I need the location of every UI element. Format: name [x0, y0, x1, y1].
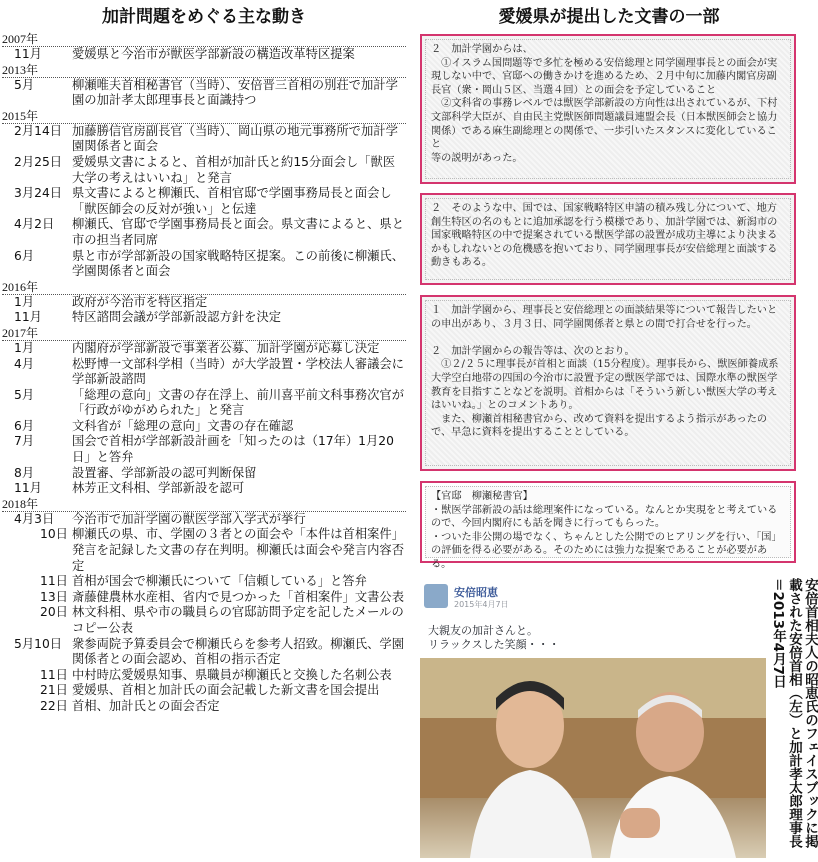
timeline-entry-date: 7月 — [14, 434, 35, 449]
timeline-entry-text: 首相が国会で柳瀬氏について「信頼している」と答弁 — [72, 574, 367, 589]
timeline-entry — [2, 590, 406, 606]
timeline-entry-text: 文科省が「総理の意向」文書の存在確認 — [72, 418, 294, 433]
document-excerpt-text: １ 加計学園から、理事長と安倍総理との面談結果等について報告したいとの申出があり、３月３日、同学園関係者と県との間で打合せを行った。 ２ 加計学園からの報告等は、次のとおり。 ①２/２５に理事長が首相と面談（15分程度）。理事長から、獣医師養成系大学空白地帯の四国の今治市に設置予定の獣医学部では、国際水準の獣医学教育を目指すことなどを説明。首相からは「そういう新しい獣医大学の考えはいいね。」とのコメントあり。 また、柳瀬首相秘書官から、改めて資料を提出するよう指示があったので、早急に資料を提出することとしている。 — [431, 305, 779, 439]
facebook-post-caption: 大親友の加計さんと。 リラックスした笑顔・・・ — [428, 624, 560, 651]
document-excerpt-text: ２ そのような中、国では、国家戦略特区申請の積み残し分について、地方創生特区の名のもとに追加承認を行う模様であり、加計学園では、新潟市の国家戦略特区の中で提案されている獣医学部の設置が成功主導により決まるかもしれないとの危機感を抱いており、同学園理事長が安倍総理と面談する動きもある。 — [431, 203, 778, 269]
timeline-entry-text: 国会で首相が学部新設計画を「知ったのは（17年）1月20日」と答弁 — [72, 434, 394, 465]
timeline-year: 2017年 — [2, 326, 406, 341]
timeline-entry-date: 8月 — [14, 465, 35, 480]
timeline-year: 2015年 — [2, 109, 406, 124]
timeline-entry-text: 衆参両院予算委員会で柳瀬氏らを参考人招致。柳瀬氏、学園関係者との面会認め、首相の指示否定 — [72, 636, 405, 667]
timeline-entry-date: 11月 — [14, 310, 42, 325]
timeline-year: 2007年 — [2, 32, 406, 47]
timeline-entry — [2, 217, 406, 248]
document-excerpt-4 — [420, 481, 796, 570]
timeline-entry — [2, 466, 406, 482]
timeline-entry — [2, 434, 406, 465]
two-men-photo-illustration — [420, 658, 766, 858]
timeline-entry-date: 1月 — [14, 340, 35, 355]
photo-caption: 安倍首相夫人の昭恵氏のフェイスブックに掲載された安倍首相（左）と加計孝太郎理事長＝2013年4月7日 — [770, 578, 818, 848]
timeline-entry-text: 愛媛県と今治市が獣医学部新設の構造改革特区提案 — [72, 47, 355, 61]
timeline-entry — [2, 388, 406, 419]
timeline-entry-text: 首相、加計氏との面会否定 — [72, 698, 220, 713]
timeline-entry-date: 2月25日 — [14, 154, 63, 169]
timeline-entry-text: 斎藤健農林水産相、省内で見つかった「首相案件」文書公表 — [72, 589, 405, 604]
timeline-entry-text: 県文書によると柳瀬氏、首相官邸で学園事務局長と面会し「獣医師会の反対が強い」と伝達 — [72, 186, 392, 216]
documents-title: 愛媛県が提出した文書の一部 — [498, 7, 720, 27]
timeline-entry-text: 内閣府が学部新設で事業者公募、加計学園が応募し決定 — [72, 340, 380, 355]
timeline-entry-text: 特区諮問会議が学部新設認方針を決定 — [72, 310, 282, 325]
timeline-entry-date: 5月 — [14, 387, 35, 402]
timeline-entry — [2, 341, 406, 357]
timeline-title: 加計問題をめぐる主な動き — [102, 7, 306, 27]
timeline-entry-date: 6月 — [14, 418, 35, 433]
timeline-entry-date: 22日 — [40, 698, 68, 713]
timeline-entry-date: 6月 — [14, 248, 35, 263]
timeline-entry-date: 4月2日 — [14, 217, 55, 232]
timeline-entry — [2, 527, 406, 574]
document-excerpt-3 — [420, 295, 796, 471]
timeline-entry-date: 21日 — [40, 683, 68, 698]
timeline-entry — [2, 47, 406, 63]
facebook-post — [420, 578, 766, 858]
timeline-entry-text: 柳瀬氏の県、市、学園の３者との面会や「本件は首相案件」発言を記録した文書の存在判明。柳瀬氏は面会や発言内容否定 — [72, 527, 405, 573]
timeline-entry-date: 11日 — [40, 574, 68, 589]
timeline-entry — [2, 186, 406, 217]
facebook-post-header — [420, 578, 766, 651]
timeline-entry — [2, 295, 406, 311]
timeline-entry-text: 中村時広愛媛県知事、県職員が柳瀬氏と交換した名刺公表 — [72, 667, 392, 682]
timeline-entry-text: 林文科相、県や市の職員らの官邸訪問予定を記したメールのコピー公表 — [72, 605, 404, 635]
timeline-entry-date: 11月 — [14, 481, 42, 496]
timeline-entry — [2, 78, 406, 109]
timeline-entry — [2, 481, 406, 497]
timeline-entry — [2, 419, 406, 435]
photo — [420, 658, 766, 858]
timeline-entry-text: 愛媛県、首相と加計氏の面会記載した新文書を国会提出 — [72, 683, 380, 698]
timeline-panel — [0, 0, 408, 859]
timeline-entry — [2, 512, 406, 528]
timeline-entry — [2, 699, 406, 715]
timeline-entry-date: 1月 — [14, 294, 35, 309]
timeline-entry-date: 3月24日 — [14, 186, 63, 201]
document-excerpt-1 — [420, 34, 796, 184]
timeline-entry — [2, 357, 406, 388]
timeline-entry-date: 11月 — [14, 47, 42, 61]
timeline-entry-date: 10日 — [40, 527, 68, 542]
timeline-year: 2018年 — [2, 497, 406, 512]
timeline-entry-text: 柳瀬氏、官邸で学園事務局長と面会。県文書によると、県と市の担当者同席 — [72, 217, 405, 247]
timeline-entry-date: 5月 — [14, 77, 35, 92]
timeline-entry-date: 11日 — [40, 667, 68, 682]
timeline-entry-text: 県と市が学部新設の国家戦略特区提案。この前後に柳瀬氏、学園関係者と面会 — [72, 248, 405, 279]
timeline-entry — [2, 668, 406, 684]
facebook-author-name: 安倍昭恵 — [454, 586, 498, 599]
timeline-entry-text: 今治市で加計学園の獣医学部入学式が挙行 — [72, 511, 306, 526]
timeline-year: 2016年 — [2, 280, 406, 295]
timeline-entry-text: 松野博一文部科学相（当時）が大学設置・学校法人審議会に学部新設諮問 — [72, 356, 405, 387]
timeline-entry — [2, 249, 406, 280]
timeline-entry-date: 20日 — [40, 605, 68, 620]
timeline-entry — [2, 155, 406, 186]
timeline-entry — [2, 124, 406, 155]
timeline-entry — [2, 310, 406, 326]
timeline-entry-text: 愛媛県文書によると、首相が加計氏と約15分面会し「獣医大学の考えはいいね」と発言 — [72, 154, 396, 185]
timeline-entry-text: 加藤勝信官房副長官（当時）、岡山県の地元事務所で加計学園関係者と面会 — [72, 123, 398, 154]
timeline-entry — [2, 683, 406, 699]
timeline-entry-text: 柳瀬唯夫首相秘書官（当時）、安倍晋三首相の別荘で加計学園の加計孝太郎理事長と面識持つ — [72, 77, 398, 108]
timeline-entry-date: 4月3日 — [14, 511, 55, 526]
timeline-entry — [2, 574, 406, 590]
timeline-entry-text: 「総理の意向」文書の存在浮上、前川喜平前文科事務次官が「行政がゆがめられた」と発言 — [72, 387, 405, 418]
facebook-post-date: 2015年4月7日 — [454, 600, 509, 609]
timeline-entry-date: 2月14日 — [14, 123, 63, 138]
document-excerpt-text: ２ 加計学園からは、 ①イスラム国問題等で多忙を極める安倍総理と同学園理事長との面会が実現しない中で、官邸への働きかけを進めるため、２月中旬に加藤内閣官房副長官（衆・岡山５区、当選４回）との面会を予定していること ②文科省の事務レベルでは獣医学部新設の方向性は出されているが、下村文部科学大臣が、自由民主党獣医師問題議員連盟会長（日本獣医師会と協力関係）である麻生副総理との関係で、一歩引いたスタンスに変化していること 等の説明があった。 — [431, 44, 778, 164]
avatar — [424, 584, 448, 608]
document-excerpt-text: 【官邸 柳瀬秘書官】 ・獣医学部新設の話は総理案件になっている。なんとか実現をと考えているので、今回内閣府にも話を聞きに行ってもらった。 ・ついた非公開の場でなく、ちゃんとした公開でのヒアリングを行い、「国」の評価を得る必要がある。そのためには強力な提案であることが必要がある。 — [431, 491, 782, 570]
timeline-entry-text: 設置審、学部新設の認可判断保留 — [72, 465, 257, 480]
timeline-entry — [2, 637, 406, 668]
timeline-entry — [2, 605, 406, 636]
timeline-entry-date: 5月10日 — [14, 636, 63, 651]
timeline-entry-date: 4月 — [14, 356, 35, 371]
timeline-year: 2013年 — [2, 63, 406, 78]
document-excerpt-2 — [420, 193, 796, 285]
timeline-entry-text: 政府が今治市を特区指定 — [72, 294, 208, 309]
documents-panel — [418, 0, 818, 859]
timeline-entry-text: 林芳正文科相、学部新設を認可 — [72, 481, 245, 496]
timeline-entry-date: 13日 — [40, 589, 68, 604]
timeline-list — [2, 32, 406, 715]
